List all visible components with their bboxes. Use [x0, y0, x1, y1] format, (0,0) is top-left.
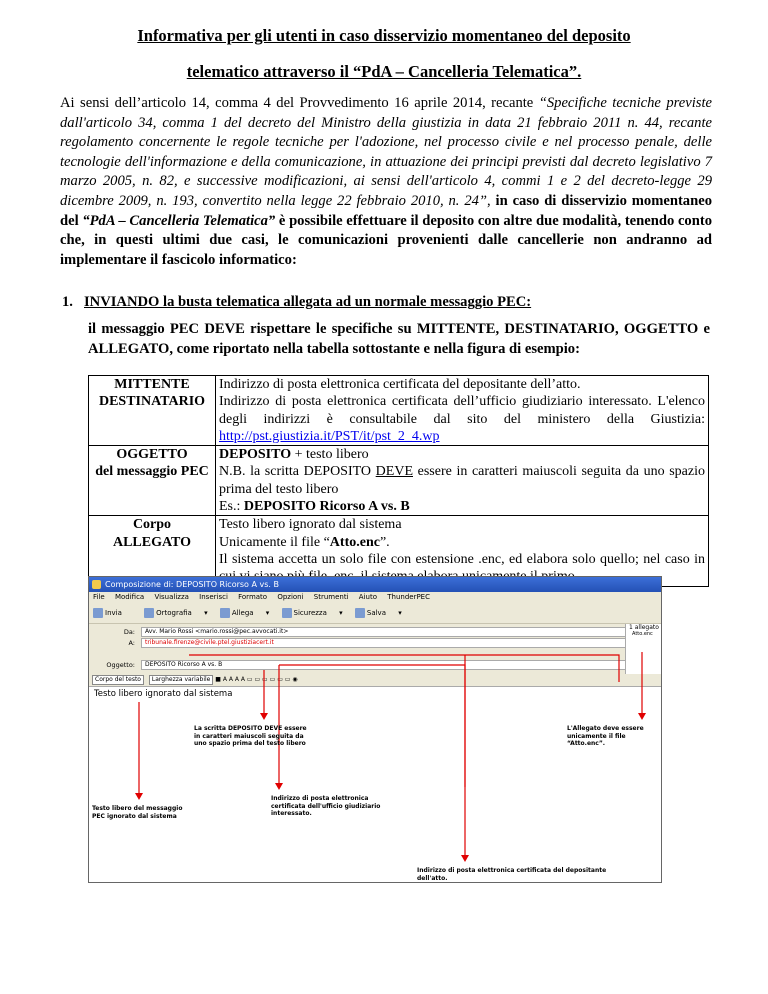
label-cell — [89, 376, 216, 446]
desc-cell — [216, 376, 709, 446]
message-body[interactable]: Testo libero ignorato dal sistema — [94, 689, 233, 699]
allegato-desc — [219, 534, 705, 551]
section-1-number: 1. — [62, 294, 73, 310]
label-mittente: MITTENTE — [114, 377, 190, 392]
intro-pda-name: “PdA – Cancelleria Telematica” — [82, 212, 276, 229]
from-field[interactable]: Avv. Mario Rossi <mario.rossi@pec.avvocati.it> — [141, 627, 626, 637]
intro-text-1: Ai sensi dell’articolo 14, comma 4 del Provvedimento 16 aprile 2014, recante — [60, 95, 539, 111]
font-select[interactable]: Larghezza variabile — [149, 675, 213, 685]
example — [219, 498, 705, 515]
nb-post: essere in caratteri maiuscoli seguita da uno spazio prima del testo libero — [219, 464, 705, 497]
menu-formato[interactable]: Formato — [238, 593, 268, 601]
note-ufficio: Indirizzo di posta elettronica certificata dell'ufficio giudiziario interessato. — [271, 795, 381, 817]
to-field[interactable]: tribunale.firenze@civile.ptel.giustiziacert.it — [141, 638, 626, 648]
label-cell — [89, 446, 216, 516]
intro-paragraph — [60, 94, 712, 270]
menu-opzioni[interactable]: Opzioni — [277, 593, 304, 601]
nb-note — [219, 463, 705, 498]
table-row — [89, 446, 709, 516]
to-label: A: — [128, 639, 135, 647]
attach-button[interactable]: Allega ▾ — [220, 609, 269, 617]
allegato-pre: Unicamente il file “ — [219, 534, 330, 550]
send-label: Invia — [105, 609, 122, 617]
section-1-heading — [62, 294, 531, 311]
pec-spec-table — [88, 375, 709, 587]
corpo-desc: Testo libero ignorato dal sistema — [219, 517, 402, 533]
example-screenshot — [88, 576, 662, 883]
destinatario-desc — [219, 393, 705, 445]
note-allegato: L'Allegato deve essere unicamente il file “Atto.enc”. — [567, 725, 644, 747]
allegato-post: ”. — [379, 534, 390, 550]
spelling-label: Ortografia — [156, 609, 192, 617]
format-buttons-icon[interactable]: ■ A A A A ▭ ▭ ▭ ▭ ▭ ▭ ◉ — [215, 676, 298, 683]
nb-deve: DEVE — [375, 464, 413, 480]
label-oggetto-2: del messaggio PEC — [95, 464, 209, 480]
attachment-count: 1 allegato — [629, 624, 659, 631]
table-row — [89, 376, 709, 446]
menu-aiuto[interactable]: Aiuto — [358, 593, 377, 601]
oggetto-rest: + testo libero — [291, 447, 369, 463]
allegato-bold: Atto.enc — [329, 534, 380, 550]
es-pre: Es.: — [219, 499, 244, 515]
attachment-file[interactable]: Atto.enc — [632, 631, 653, 637]
security-label: Sicurezza — [293, 609, 327, 617]
section-1-body: il messaggio PEC DEVE rispettare le specifiche su MITTENTE, DESTINATARIO, OGGETTO e ALLEGATO, come riportato nella tabella sottostante e nella figura di esempio: — [88, 321, 710, 357]
allegato-desc-2: Il sistema accetta un solo file con estensione .enc, ed elabora solo quello; nel caso in — [219, 551, 705, 567]
desc-cell — [216, 446, 709, 516]
menu-visualizza[interactable]: Visualizza — [154, 593, 189, 601]
es-bold: DEPOSITO Ricorso A vs. B — [243, 499, 410, 515]
note-testo: Testo libero del messaggio PEC ignorato dal sistema — [92, 805, 183, 820]
window-title: Composizione di: DEPOSITO Ricorso A vs. B — [105, 580, 279, 589]
ministero-link[interactable]: http://pst.giustizia.it/PST/it/pst_2_4.wp — [219, 428, 440, 444]
label-corpo: Corpo — [132, 517, 172, 533]
menu-thunderpec[interactable]: ThunderPEC — [387, 593, 430, 601]
note-depositante: Indirizzo di posta elettronica certificata del depositante dell'atto. — [417, 867, 607, 882]
attach-label: Allega — [231, 609, 254, 617]
document-title — [60, 18, 708, 90]
oggetto-desc — [219, 446, 705, 463]
paragraph-style-select[interactable]: Corpo del testo — [92, 675, 144, 685]
save-label: Salva — [366, 609, 386, 617]
mittente-desc: Indirizzo di posta elettronica certificata del depositante dell’atto. — [219, 377, 581, 392]
intro-citation: “Specifiche tecniche previste dall'articolo 34, comma 1 del decreto del Ministro della giustizia in data 21 febbraio 2011 n. 44, recante regolamento concernente le regole tecniche per l'adozione, nel processo civile e nel processo penale, delle tecnologie dell'informazione e della comunicazione, in attuazione dei principi previsti dal decreto legislativo 7 marzo 2005, n. 82, e successive modificazioni, ai sensi dell'articolo 4, commi 1 e 2 del decreto-legge 29 dicembre 2009, n. 193, convertito nella legge 22 febbraio 2010, n. 24” — [60, 95, 712, 209]
intro-bold-2: è possibile effettuare il deposito con altre due modalità, tenendo conto che, in questi ultimi due casi, le comunicazioni provenienti dalle cancellerie non andranno ad implementare il fascicolo informatico: — [60, 212, 713, 268]
menu-inserisci[interactable]: Inserisci — [199, 593, 228, 601]
nb-pre: N.B. la scritta DEPOSITO — [219, 464, 376, 480]
save-button[interactable]: Salva ▾ — [355, 609, 402, 617]
subject-field[interactable]: DEPOSITO Ricorso A vs. B — [141, 660, 626, 670]
subject-label: Oggetto: — [106, 661, 135, 669]
section-1-title: INVIANDO la busta telematica allegata ad un normale messaggio PEC: — [84, 294, 532, 310]
menu-strumenti[interactable]: Strumenti — [313, 593, 349, 601]
menu-file[interactable]: File — [93, 593, 105, 601]
intro-bold-1: in caso di disservizio momentaneo del — [60, 192, 712, 229]
security-button[interactable]: Sicurezza ▾ — [282, 609, 343, 617]
note-deposito: La scritta DEPOSITO DEVE essere in caratteri maiuscoli seguita da uno spazio prima del testo libero — [194, 725, 307, 747]
intro-comma: , — [487, 192, 496, 209]
label-destinatario: DESTINATARIO — [98, 394, 206, 410]
title-line-1: Informativa per gli utenti in caso disservizio momentaneo del deposito — [137, 26, 631, 45]
destinatario-text: Indirizzo di posta elettronica certificata dell’ufficio giudiziario interessato. L'elenco degli indirizzi è consultabile dal sito del ministero della Giustizia: — [219, 394, 705, 427]
oggetto-bold: DEPOSITO — [219, 447, 292, 463]
label-oggetto: OGGETTO — [116, 447, 188, 463]
spelling-button[interactable]: Ortografia ▾ — [144, 609, 207, 617]
menu-modifica[interactable]: Modifica — [114, 593, 145, 601]
from-label: Da: — [123, 628, 135, 636]
label-allegato: ALLEGATO — [112, 534, 192, 550]
title-line-2: telematico attraverso il “PdA – Cancelleria Telematica”. — [186, 62, 582, 81]
